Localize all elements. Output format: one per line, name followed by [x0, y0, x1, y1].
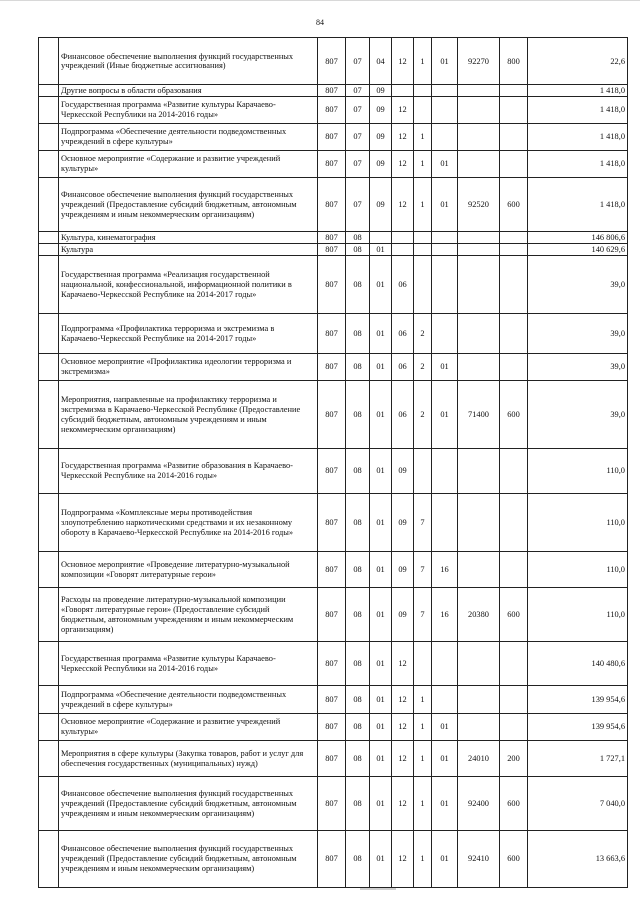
row-code-c6: 01	[432, 741, 458, 777]
row-code-c6: 01	[432, 777, 458, 831]
row-code-c7: 92270	[458, 38, 500, 85]
row-code-c1: 807	[318, 588, 346, 642]
row-code-c7	[458, 642, 500, 686]
row-code-c3: 09	[370, 151, 392, 178]
row-code-c8	[500, 552, 528, 588]
row-amount: 22,6	[528, 38, 628, 85]
row-code-c6	[432, 124, 458, 151]
row-code-c6: 16	[432, 552, 458, 588]
row-description: Культура, кинематография	[59, 232, 318, 244]
row-code-c5	[414, 449, 432, 494]
row-code-c5: 1	[414, 741, 432, 777]
row-margin-cell	[39, 741, 59, 777]
row-code-c2: 08	[346, 686, 370, 714]
row-amount: 110,0	[528, 552, 628, 588]
row-margin-cell	[39, 381, 59, 449]
row-description: Мероприятия в сфере культуры (Закупка товаров, работ и услуг для обеспечения государственных (муниципальных) нужд)	[59, 741, 318, 777]
row-margin-cell	[39, 85, 59, 97]
row-code-c7: 20380	[458, 588, 500, 642]
row-description: Финансовое обеспечение выполнения функций государственных учреждений (Предоставление субсидий бюджетным, автономным учреждениям и иным некоммерческим организациям)	[59, 777, 318, 831]
row-code-c3: 01	[370, 354, 392, 381]
row-code-c8: 600	[500, 777, 528, 831]
row-code-c4: 12	[392, 777, 414, 831]
row-code-c3: 01	[370, 314, 392, 354]
table-row	[39, 449, 628, 494]
row-code-c1: 807	[318, 151, 346, 178]
row-code-c3: 01	[370, 777, 392, 831]
row-code-c1: 807	[318, 494, 346, 552]
table-row	[39, 151, 628, 178]
row-amount: 110,0	[528, 588, 628, 642]
row-amount: 1 418,0	[528, 178, 628, 232]
row-code-c2: 07	[346, 38, 370, 85]
row-description: Подпрограмма «Обеспечение деятельности подведомственных учреждений в сфере культуры»	[59, 124, 318, 151]
row-code-c6	[432, 314, 458, 354]
row-description: Расходы на проведение литературно-музыкальной композиции «Говорят литературные герои» (Предоставление субсидий бюджетным, автономным учреждениям и иным некоммерческим организациям)	[59, 588, 318, 642]
row-code-c2: 07	[346, 151, 370, 178]
row-code-c5: 1	[414, 151, 432, 178]
row-amount: 140 480,6	[528, 642, 628, 686]
row-code-c1: 807	[318, 777, 346, 831]
row-code-c8: 600	[500, 178, 528, 232]
row-code-c6	[432, 494, 458, 552]
row-code-c8: 200	[500, 741, 528, 777]
row-code-c1: 807	[318, 232, 346, 244]
row-code-c5: 1	[414, 714, 432, 741]
row-code-c2: 08	[346, 642, 370, 686]
row-amount: 1 418,0	[528, 97, 628, 124]
row-code-c5: 1	[414, 777, 432, 831]
row-amount: 39,0	[528, 381, 628, 449]
row-code-c4	[392, 244, 414, 256]
row-margin-cell	[39, 642, 59, 686]
row-code-c3: 01	[370, 831, 392, 888]
row-code-c8: 600	[500, 588, 528, 642]
row-code-c2: 08	[346, 232, 370, 244]
row-code-c7	[458, 354, 500, 381]
row-code-c3: 01	[370, 449, 392, 494]
row-code-c4: 06	[392, 381, 414, 449]
budget-table-body	[39, 38, 628, 888]
row-description: Основное мероприятие «Содержание и развитие учреждений культуры»	[59, 714, 318, 741]
row-code-c4: 12	[392, 741, 414, 777]
row-code-c5: 2	[414, 314, 432, 354]
row-code-c5: 7	[414, 588, 432, 642]
row-code-c6: 01	[432, 714, 458, 741]
row-code-c8	[500, 124, 528, 151]
row-code-c8	[500, 232, 528, 244]
table-row	[39, 741, 628, 777]
row-amount: 7 040,0	[528, 777, 628, 831]
row-code-c8	[500, 244, 528, 256]
table-row	[39, 232, 628, 244]
row-code-c2: 08	[346, 494, 370, 552]
row-code-c5: 1	[414, 178, 432, 232]
row-code-c8	[500, 714, 528, 741]
row-code-c2: 07	[346, 124, 370, 151]
row-description: Культура	[59, 244, 318, 256]
row-margin-cell	[39, 256, 59, 314]
row-code-c6	[432, 449, 458, 494]
row-code-c4: 06	[392, 314, 414, 354]
row-margin-cell	[39, 314, 59, 354]
row-code-c7	[458, 124, 500, 151]
row-amount: 13 663,6	[528, 831, 628, 888]
row-code-c5	[414, 642, 432, 686]
row-code-c3: 01	[370, 381, 392, 449]
row-code-c8	[500, 151, 528, 178]
row-margin-cell	[39, 124, 59, 151]
row-code-c4: 09	[392, 494, 414, 552]
row-code-c8	[500, 494, 528, 552]
row-code-c2: 08	[346, 588, 370, 642]
table-row	[39, 642, 628, 686]
row-code-c3: 01	[370, 588, 392, 642]
row-code-c6: 01	[432, 831, 458, 888]
row-code-c1: 807	[318, 85, 346, 97]
row-code-c7: 92410	[458, 831, 500, 888]
row-code-c7	[458, 494, 500, 552]
row-code-c5: 1	[414, 38, 432, 85]
table-row	[39, 381, 628, 449]
row-code-c6	[432, 686, 458, 714]
row-code-c6	[432, 85, 458, 97]
row-code-c7: 71400	[458, 381, 500, 449]
row-code-c4: 09	[392, 552, 414, 588]
row-code-c8	[500, 97, 528, 124]
row-amount: 110,0	[528, 449, 628, 494]
row-code-c6: 01	[432, 178, 458, 232]
row-code-c6: 01	[432, 151, 458, 178]
row-code-c1: 807	[318, 741, 346, 777]
row-margin-cell	[39, 97, 59, 124]
row-code-c5	[414, 85, 432, 97]
row-code-c6	[432, 97, 458, 124]
row-description: Государственная программа «Реализация государственной национальной, конфессиональной, информационной политики в Карачаево-Черкесской Республике на 2014-2017 годы»	[59, 256, 318, 314]
row-code-c8	[500, 449, 528, 494]
row-code-c3: 01	[370, 642, 392, 686]
row-code-c1: 807	[318, 244, 346, 256]
row-margin-cell	[39, 38, 59, 85]
row-code-c4: 12	[392, 178, 414, 232]
row-code-c1: 807	[318, 714, 346, 741]
scan-bottom-mark	[360, 888, 396, 890]
row-code-c7	[458, 449, 500, 494]
row-description: Основное мероприятие «Проведение литературно-музыкальной композиции «Говорят литературные герои»	[59, 552, 318, 588]
row-code-c1: 807	[318, 124, 346, 151]
row-margin-cell	[39, 232, 59, 244]
table-row	[39, 85, 628, 97]
row-code-c1: 807	[318, 97, 346, 124]
row-code-c3: 01	[370, 494, 392, 552]
table-row	[39, 178, 628, 232]
row-code-c7: 92400	[458, 777, 500, 831]
row-description: Мероприятия, направленные на профилактику терроризма и экстремизма в Карачаево-Черкесской Республике (Предоставление субсидий бюджетным, автономным учреждениям и иным некоммерческим организациям)	[59, 381, 318, 449]
row-description: Государственная программа «Развитие образования в Карачаево-Черкесской Республике на 2014-2016 годы»	[59, 449, 318, 494]
row-amount: 1 418,0	[528, 124, 628, 151]
table-row	[39, 588, 628, 642]
row-code-c7	[458, 314, 500, 354]
row-code-c2: 07	[346, 178, 370, 232]
row-code-c4: 09	[392, 588, 414, 642]
row-code-c2: 08	[346, 449, 370, 494]
table-row	[39, 831, 628, 888]
row-amount: 1 418,0	[528, 85, 628, 97]
row-code-c3: 01	[370, 741, 392, 777]
row-code-c7	[458, 256, 500, 314]
row-code-c2: 08	[346, 552, 370, 588]
row-code-c7: 24010	[458, 741, 500, 777]
row-code-c3: 09	[370, 124, 392, 151]
row-code-c1: 807	[318, 552, 346, 588]
table-row	[39, 552, 628, 588]
row-margin-cell	[39, 449, 59, 494]
row-code-c2: 08	[346, 354, 370, 381]
row-code-c4: 12	[392, 151, 414, 178]
row-code-c2: 08	[346, 714, 370, 741]
row-code-c7	[458, 97, 500, 124]
table-row	[39, 494, 628, 552]
row-code-c8: 800	[500, 38, 528, 85]
row-code-c1: 807	[318, 178, 346, 232]
row-amount: 39,0	[528, 354, 628, 381]
row-code-c3	[370, 232, 392, 244]
table-row	[39, 256, 628, 314]
row-code-c7	[458, 244, 500, 256]
row-margin-cell	[39, 831, 59, 888]
row-code-c7	[458, 151, 500, 178]
row-code-c1: 807	[318, 831, 346, 888]
row-description: Основное мероприятие «Профилактика идеологии терроризма и экстремизма»	[59, 354, 318, 381]
row-amount: 139 954,6	[528, 714, 628, 741]
row-margin-cell	[39, 714, 59, 741]
row-code-c2: 08	[346, 244, 370, 256]
row-code-c2: 08	[346, 314, 370, 354]
table-row	[39, 97, 628, 124]
table-row	[39, 354, 628, 381]
row-code-c4: 09	[392, 449, 414, 494]
row-margin-cell	[39, 494, 59, 552]
row-margin-cell	[39, 354, 59, 381]
row-code-c1: 807	[318, 642, 346, 686]
row-code-c8	[500, 314, 528, 354]
table-row	[39, 244, 628, 256]
row-code-c4: 12	[392, 831, 414, 888]
row-margin-cell	[39, 151, 59, 178]
row-amount: 39,0	[528, 314, 628, 354]
row-code-c1: 807	[318, 354, 346, 381]
row-code-c5: 2	[414, 354, 432, 381]
row-description: Финансовое обеспечение выполнения функций государственных учреждений (Иные бюджетные ассигнования)	[59, 38, 318, 85]
row-code-c4: 12	[392, 714, 414, 741]
row-description: Подпрограмма «Профилактика терроризма и экстремизма в Карачаево-Черкесской Республике на 2014-2017 годы»	[59, 314, 318, 354]
row-description: Государственная программа «Развитие культуры Карачаево-Черкесской Республики на 2014-2016 годы»	[59, 642, 318, 686]
row-code-c3: 01	[370, 686, 392, 714]
row-code-c2: 07	[346, 97, 370, 124]
row-description: Основное мероприятие «Содержание и развитие учреждений культуры»	[59, 151, 318, 178]
row-code-c4: 06	[392, 256, 414, 314]
row-code-c2: 08	[346, 256, 370, 314]
row-description: Финансовое обеспечение выполнения функций государственных учреждений (Предоставление субсидий бюджетным, автономным учреждениям и иным некоммерческим организациям)	[59, 831, 318, 888]
row-code-c8	[500, 642, 528, 686]
table-row	[39, 314, 628, 354]
row-amount: 139 954,6	[528, 686, 628, 714]
row-code-c3: 09	[370, 85, 392, 97]
row-code-c4: 06	[392, 354, 414, 381]
row-description: Другие вопросы в области образования	[59, 85, 318, 97]
row-code-c2: 08	[346, 777, 370, 831]
row-code-c6	[432, 256, 458, 314]
row-amount: 146 806,6	[528, 232, 628, 244]
row-code-c5	[414, 256, 432, 314]
row-code-c5: 7	[414, 552, 432, 588]
row-code-c1: 807	[318, 38, 346, 85]
row-code-c6	[432, 244, 458, 256]
row-code-c5: 1	[414, 124, 432, 151]
row-code-c2: 08	[346, 831, 370, 888]
row-margin-cell	[39, 588, 59, 642]
row-code-c5	[414, 97, 432, 124]
row-description: Государственная программа «Развитие культуры Карачаево-Черкесской Республики на 2014-2016 годы»	[59, 97, 318, 124]
row-amount: 1 727,1	[528, 741, 628, 777]
row-code-c7: 92520	[458, 178, 500, 232]
row-code-c4: 12	[392, 38, 414, 85]
row-code-c2: 08	[346, 381, 370, 449]
row-code-c8	[500, 354, 528, 381]
row-code-c2: 08	[346, 741, 370, 777]
row-code-c5	[414, 244, 432, 256]
row-code-c1: 807	[318, 381, 346, 449]
row-code-c7	[458, 85, 500, 97]
row-code-c8	[500, 686, 528, 714]
row-code-c5	[414, 232, 432, 244]
row-margin-cell	[39, 686, 59, 714]
row-description: Финансовое обеспечение выполнения функций государственных учреждений (Предоставление субсидий бюджетным, автономным учреждениям и иным некоммерческим организациям)	[59, 178, 318, 232]
scan-top-edge	[0, 0, 640, 1]
row-code-c3: 09	[370, 178, 392, 232]
row-margin-cell	[39, 244, 59, 256]
row-code-c1: 807	[318, 449, 346, 494]
row-code-c7	[458, 232, 500, 244]
row-code-c3: 01	[370, 244, 392, 256]
row-code-c4	[392, 232, 414, 244]
row-code-c6	[432, 232, 458, 244]
row-code-c4: 12	[392, 97, 414, 124]
row-code-c7	[458, 714, 500, 741]
row-code-c8: 600	[500, 831, 528, 888]
table-row	[39, 124, 628, 151]
row-code-c5: 1	[414, 686, 432, 714]
row-code-c8	[500, 256, 528, 314]
row-amount: 110,0	[528, 494, 628, 552]
row-amount: 140 629,6	[528, 244, 628, 256]
table-row	[39, 38, 628, 85]
row-code-c3: 01	[370, 714, 392, 741]
row-code-c8	[500, 85, 528, 97]
row-code-c5: 1	[414, 831, 432, 888]
row-description: Подпрограмма «Комплексные меры противодействия злоупотреблению наркотическими средствами и их незаконному обороту в Карачаево-Черкесской Республике на 2014-2016 годы»	[59, 494, 318, 552]
row-code-c2: 07	[346, 85, 370, 97]
row-code-c6: 01	[432, 354, 458, 381]
row-margin-cell	[39, 178, 59, 232]
row-code-c1: 807	[318, 686, 346, 714]
row-code-c8: 600	[500, 381, 528, 449]
row-code-c3: 01	[370, 256, 392, 314]
row-code-c4: 12	[392, 124, 414, 151]
row-code-c6	[432, 642, 458, 686]
row-amount: 39,0	[528, 256, 628, 314]
row-margin-cell	[39, 777, 59, 831]
row-code-c5: 2	[414, 381, 432, 449]
row-code-c7	[458, 552, 500, 588]
row-code-c3: 01	[370, 552, 392, 588]
row-code-c1: 807	[318, 314, 346, 354]
table-row	[39, 686, 628, 714]
row-code-c3: 09	[370, 97, 392, 124]
row-code-c4: 12	[392, 642, 414, 686]
row-code-c3: 04	[370, 38, 392, 85]
row-code-c1: 807	[318, 256, 346, 314]
table-row	[39, 714, 628, 741]
row-code-c6: 01	[432, 381, 458, 449]
row-amount: 1 418,0	[528, 151, 628, 178]
row-code-c4: 12	[392, 686, 414, 714]
row-margin-cell	[39, 552, 59, 588]
row-code-c6: 16	[432, 588, 458, 642]
page-number: 84	[316, 18, 324, 27]
row-code-c4	[392, 85, 414, 97]
row-description: Подпрограмма «Обеспечение деятельности подведомственных учреждений в сфере культуры»	[59, 686, 318, 714]
row-code-c6: 01	[432, 38, 458, 85]
budget-table	[38, 37, 628, 888]
row-code-c5: 7	[414, 494, 432, 552]
row-code-c7	[458, 686, 500, 714]
table-row	[39, 777, 628, 831]
